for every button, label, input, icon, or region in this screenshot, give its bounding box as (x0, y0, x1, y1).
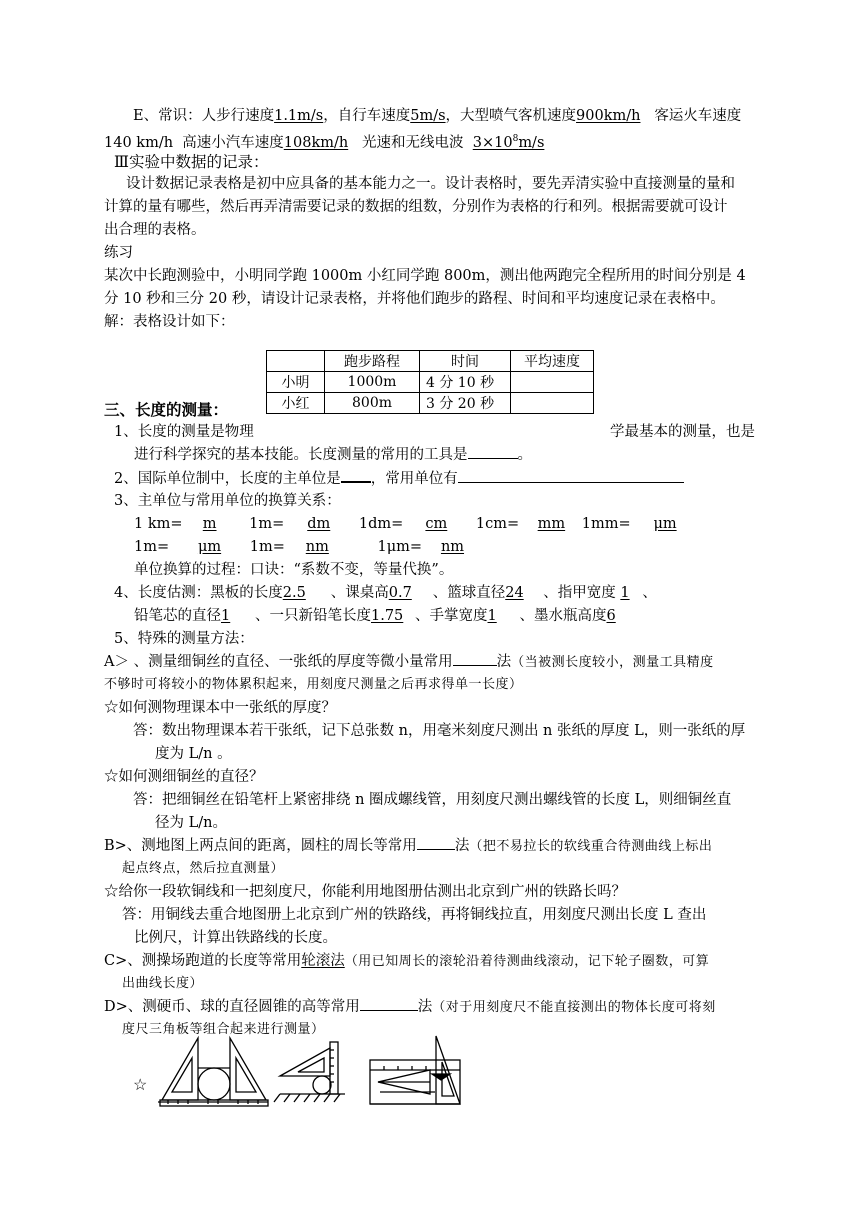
answer-blank[interactable] (341, 468, 371, 483)
table-header-row: 跑步路程 时间 平均速度 (267, 351, 594, 372)
walk-speed: 1.1m/s (274, 108, 324, 124)
star-marker: ☆ (133, 1075, 148, 1094)
answer-blank[interactable] (468, 445, 518, 459)
conversion-row1: 1 km= m 1m= dm 1dm= cm 1cm= mm 1mm= μm (134, 516, 677, 532)
method-c-line1: C>、测操场跑道的长度等常用轮滚法（用已知周长的滚轮沿着待测曲线滚动，记下轮子圈数，可算 (104, 953, 710, 969)
bike-speed: 5m/s (410, 108, 446, 124)
item1-line1-left: 1、长度的测量是物理 (114, 424, 254, 440)
question-paper-thickness: ☆如何测物理课本中一张纸的厚度？ (104, 700, 336, 716)
method-b-line1: B>、测地图上两点间的距离，圆柱的周长等常用 法（把不易拉长的软线重合待测曲线上标出 (104, 838, 713, 854)
solution-label: 解：表格设计如下： (104, 314, 235, 330)
section3-title: Ⅲ实验中数据的记录： (114, 153, 269, 171)
record-table (266, 350, 594, 414)
section3-para-line3: 出合理的表格。 (104, 222, 206, 238)
item4-line1: 4、长度估测：黑板的长度2.5 、课桌高0.7 、篮球直径24 、指甲宽度 1 、 (114, 585, 657, 601)
conversion-row2: 1m= μm 1m= nm 1μm= nm (134, 539, 465, 555)
method-d-line2: 度尺三角板等组合起来进行测量） (122, 1022, 325, 1037)
item5: 5、特殊的测量方法： (114, 631, 254, 647)
question-wire-diameter: ☆如何测细铜丝的直径？ (104, 769, 264, 785)
answer-blank[interactable] (458, 469, 684, 483)
method-b-line2: 起点终点，然后拉直测量） (122, 861, 285, 876)
measurement-diagrams (150, 1030, 480, 1110)
jet-speed: 900km/h (576, 108, 641, 124)
answer-paper-line1: 答：数出物理课本若干张纸，记下总张数 n，用毫米刻度尺测出 n 张纸的厚度 L，则一张纸的厚 (133, 723, 746, 739)
length-section-title: 三、长度的测量： (104, 400, 229, 419)
exercise-label: 练习 (104, 245, 133, 261)
table-row: 小红 800m 3 分 20 秒 (267, 393, 594, 414)
answer-railway-line2: 比例尺，计算出铁路线的长度。 (134, 930, 337, 946)
answer-railway-line1: 答：用铜线去重合地图册上北京到广州的铁路线，再将铜线拉直，用刻度尺测出长度 L 查出 (122, 907, 707, 923)
car-speed: 108km/h (283, 134, 349, 151)
exercise-line2: 分 10 秒和三分 20 秒，请设计记录表格，并将他们跑步的路程、时间和平均速度记录在表格中。 (104, 291, 725, 307)
question-railway: ☆给你一段软铜线和一把刻度尺，你能利用地图册估测出北京到广州的铁路长吗？ (104, 884, 626, 900)
train-speed: 140 km/h (104, 134, 174, 151)
answer-blank[interactable] (360, 997, 418, 1011)
item1-line2: 进行科学探究的基本技能。长度测量的常用的工具是 。 (134, 447, 532, 463)
diagram-ball-between-triangles (158, 1038, 268, 1106)
item3: 3、主单位与常用单位的换算关系： (114, 493, 341, 509)
item2: 2、国际单位制中，长度的主单位是 ，常用单位有 (114, 468, 684, 489)
method-d-line1: D>、测硬币、球的直径圆锥的高等常用 法（对于用刻度尺不能直接测出的物体长度可将刻 (104, 999, 716, 1015)
light-speed: $3\times 10^8m/s$ (472, 134, 545, 151)
table-row: 小明 1000m 4 分 10 秒 (267, 372, 594, 393)
section3-para-line2: 计算的量有哪些，然后再弄清需要记录的数据的组数，分别作为表格的行和列。根据需要就可设计 (104, 199, 728, 215)
section3-para-line1: 设计数据记录表格是初中应具备的基本能力之一。设计表格时，要先弄清实验中直接测量的量和 (126, 176, 735, 192)
exercise-line1: 某次中长跑测验中，小明同学跑 1000m 小红同学跑 800m，测出他两跑完全程所用的时间分别是 4 (104, 268, 746, 284)
item4-line2: 铅笔芯的直径1 、一只新铅笔长度1.75 、手掌宽度1 、墨水瓶高度6 (134, 608, 616, 624)
answer-wire-line1: 答：把细铜丝在铅笔杆上紧密排绕 n 圈成螺线管，用刻度尺测出螺线管的长度 L，则细铜丝直 (133, 792, 732, 808)
answer-blank[interactable] (417, 836, 455, 850)
item1-line1-right: 学最基本的测量，也是 (610, 424, 755, 440)
diagram-ball-with-square (274, 1042, 345, 1102)
method-a-line2: 不够时可将较小的物体累积起来，用刻度尺测量之后再求得单一长度） (104, 677, 523, 692)
rolling-wheel-method: 轮滚法 (301, 953, 345, 969)
speed-facts-line1: E、常识：人步行速度1.1m/s，自行车速度5m/s，大型喷气客机速度900km/h 客运火车速度 (133, 108, 742, 124)
diagram-cone-height (370, 1036, 460, 1104)
unit-process: 单位换算的过程：口诀：“系数不变，等量代换”。 (134, 562, 454, 578)
speed-facts-line2: 140 km/h 高速小汽车速度108km/h 光速和无线电波 $3\times 10^8m/s$ (104, 134, 545, 151)
method-a-line1: A＞ 、测量细铜丝的直径、一张纸的厚度等微小量常用 法（当被测长度较小，测量工具精度 (104, 654, 714, 670)
answer-wire-line2: 径为 L/n。 (155, 815, 227, 831)
answer-paper-line2: 度为 L/n 。 (155, 746, 232, 762)
method-c-line2: 出曲线长度） (122, 976, 204, 991)
answer-blank[interactable] (453, 652, 497, 666)
